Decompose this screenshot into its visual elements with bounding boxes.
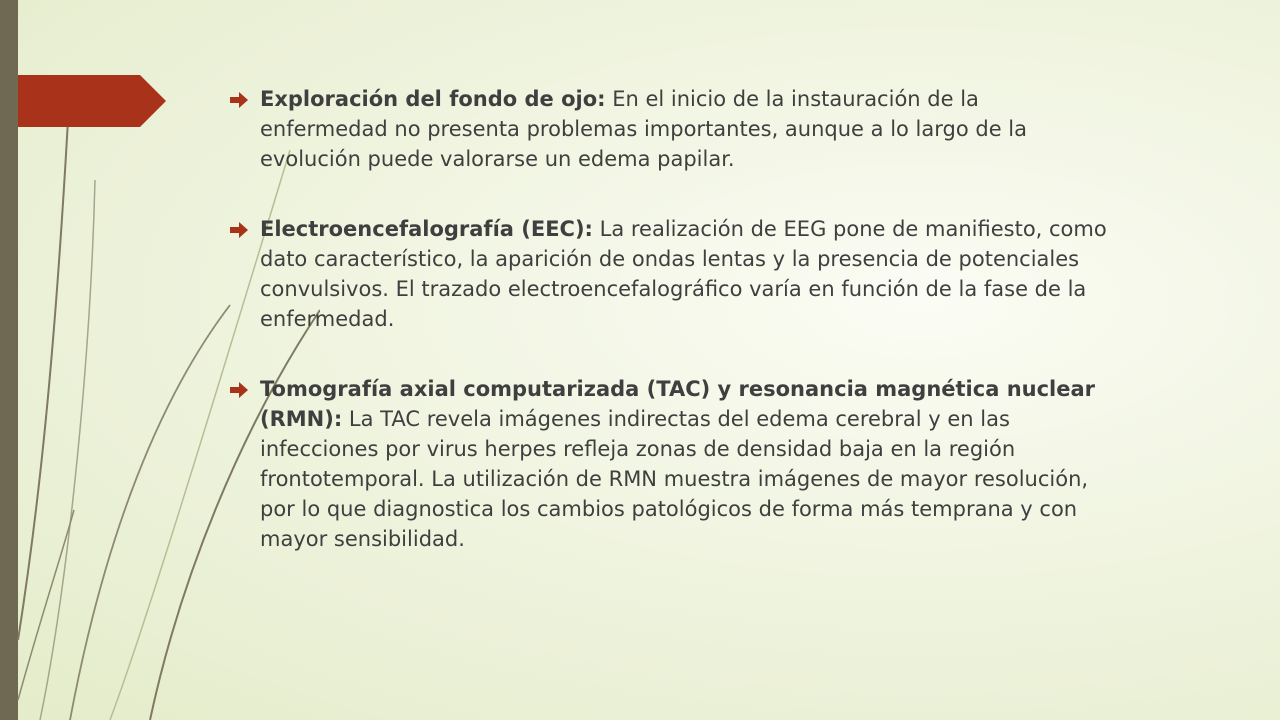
arrow-right-icon [230,92,248,108]
bullet-item-tac-rmn [230,374,1110,554]
bullet-item-fondo-de-ojo [230,84,1110,174]
bullet-title: Exploración del fondo de ojo: [260,87,606,111]
bullet-text: En el inicio de la instauración de la enfermedad no presenta problemas importantes, aunque a lo largo de la evolución puede valorarse un edema papilar. [260,87,1028,171]
slide-content [230,84,1110,554]
bullet-text: La TAC revela imágenes indirectas del edema cerebral y en las infecciones por virus herpes refleja zonas de densidad baja en la región frontotemporal. La utilización de RMN muestra imágenes de mayor resolución, por lo que diagnostica los cambios patológicos de forma más temprana y con mayor sensibilidad. [260,407,1089,551]
arrow-banner-icon [18,75,166,127]
arrow-right-icon [230,222,248,238]
bullet-title: Tomografía axial computarizada (TAC) y resonancia magnética nuclear (RMN): [260,377,1096,431]
bullet-item-eec [230,214,1110,334]
bullet-title: Electroencefalografía (EEC): [260,217,593,241]
bullet-text: La realización de EEG pone de manifiesto, como dato característico, la aparición de ondas lentas y la presencia de potenciales convulsivos. El trazado electroencefalográfico varía en función de la fase de la enfermedad. [260,217,1107,331]
arrow-right-icon [230,382,248,398]
